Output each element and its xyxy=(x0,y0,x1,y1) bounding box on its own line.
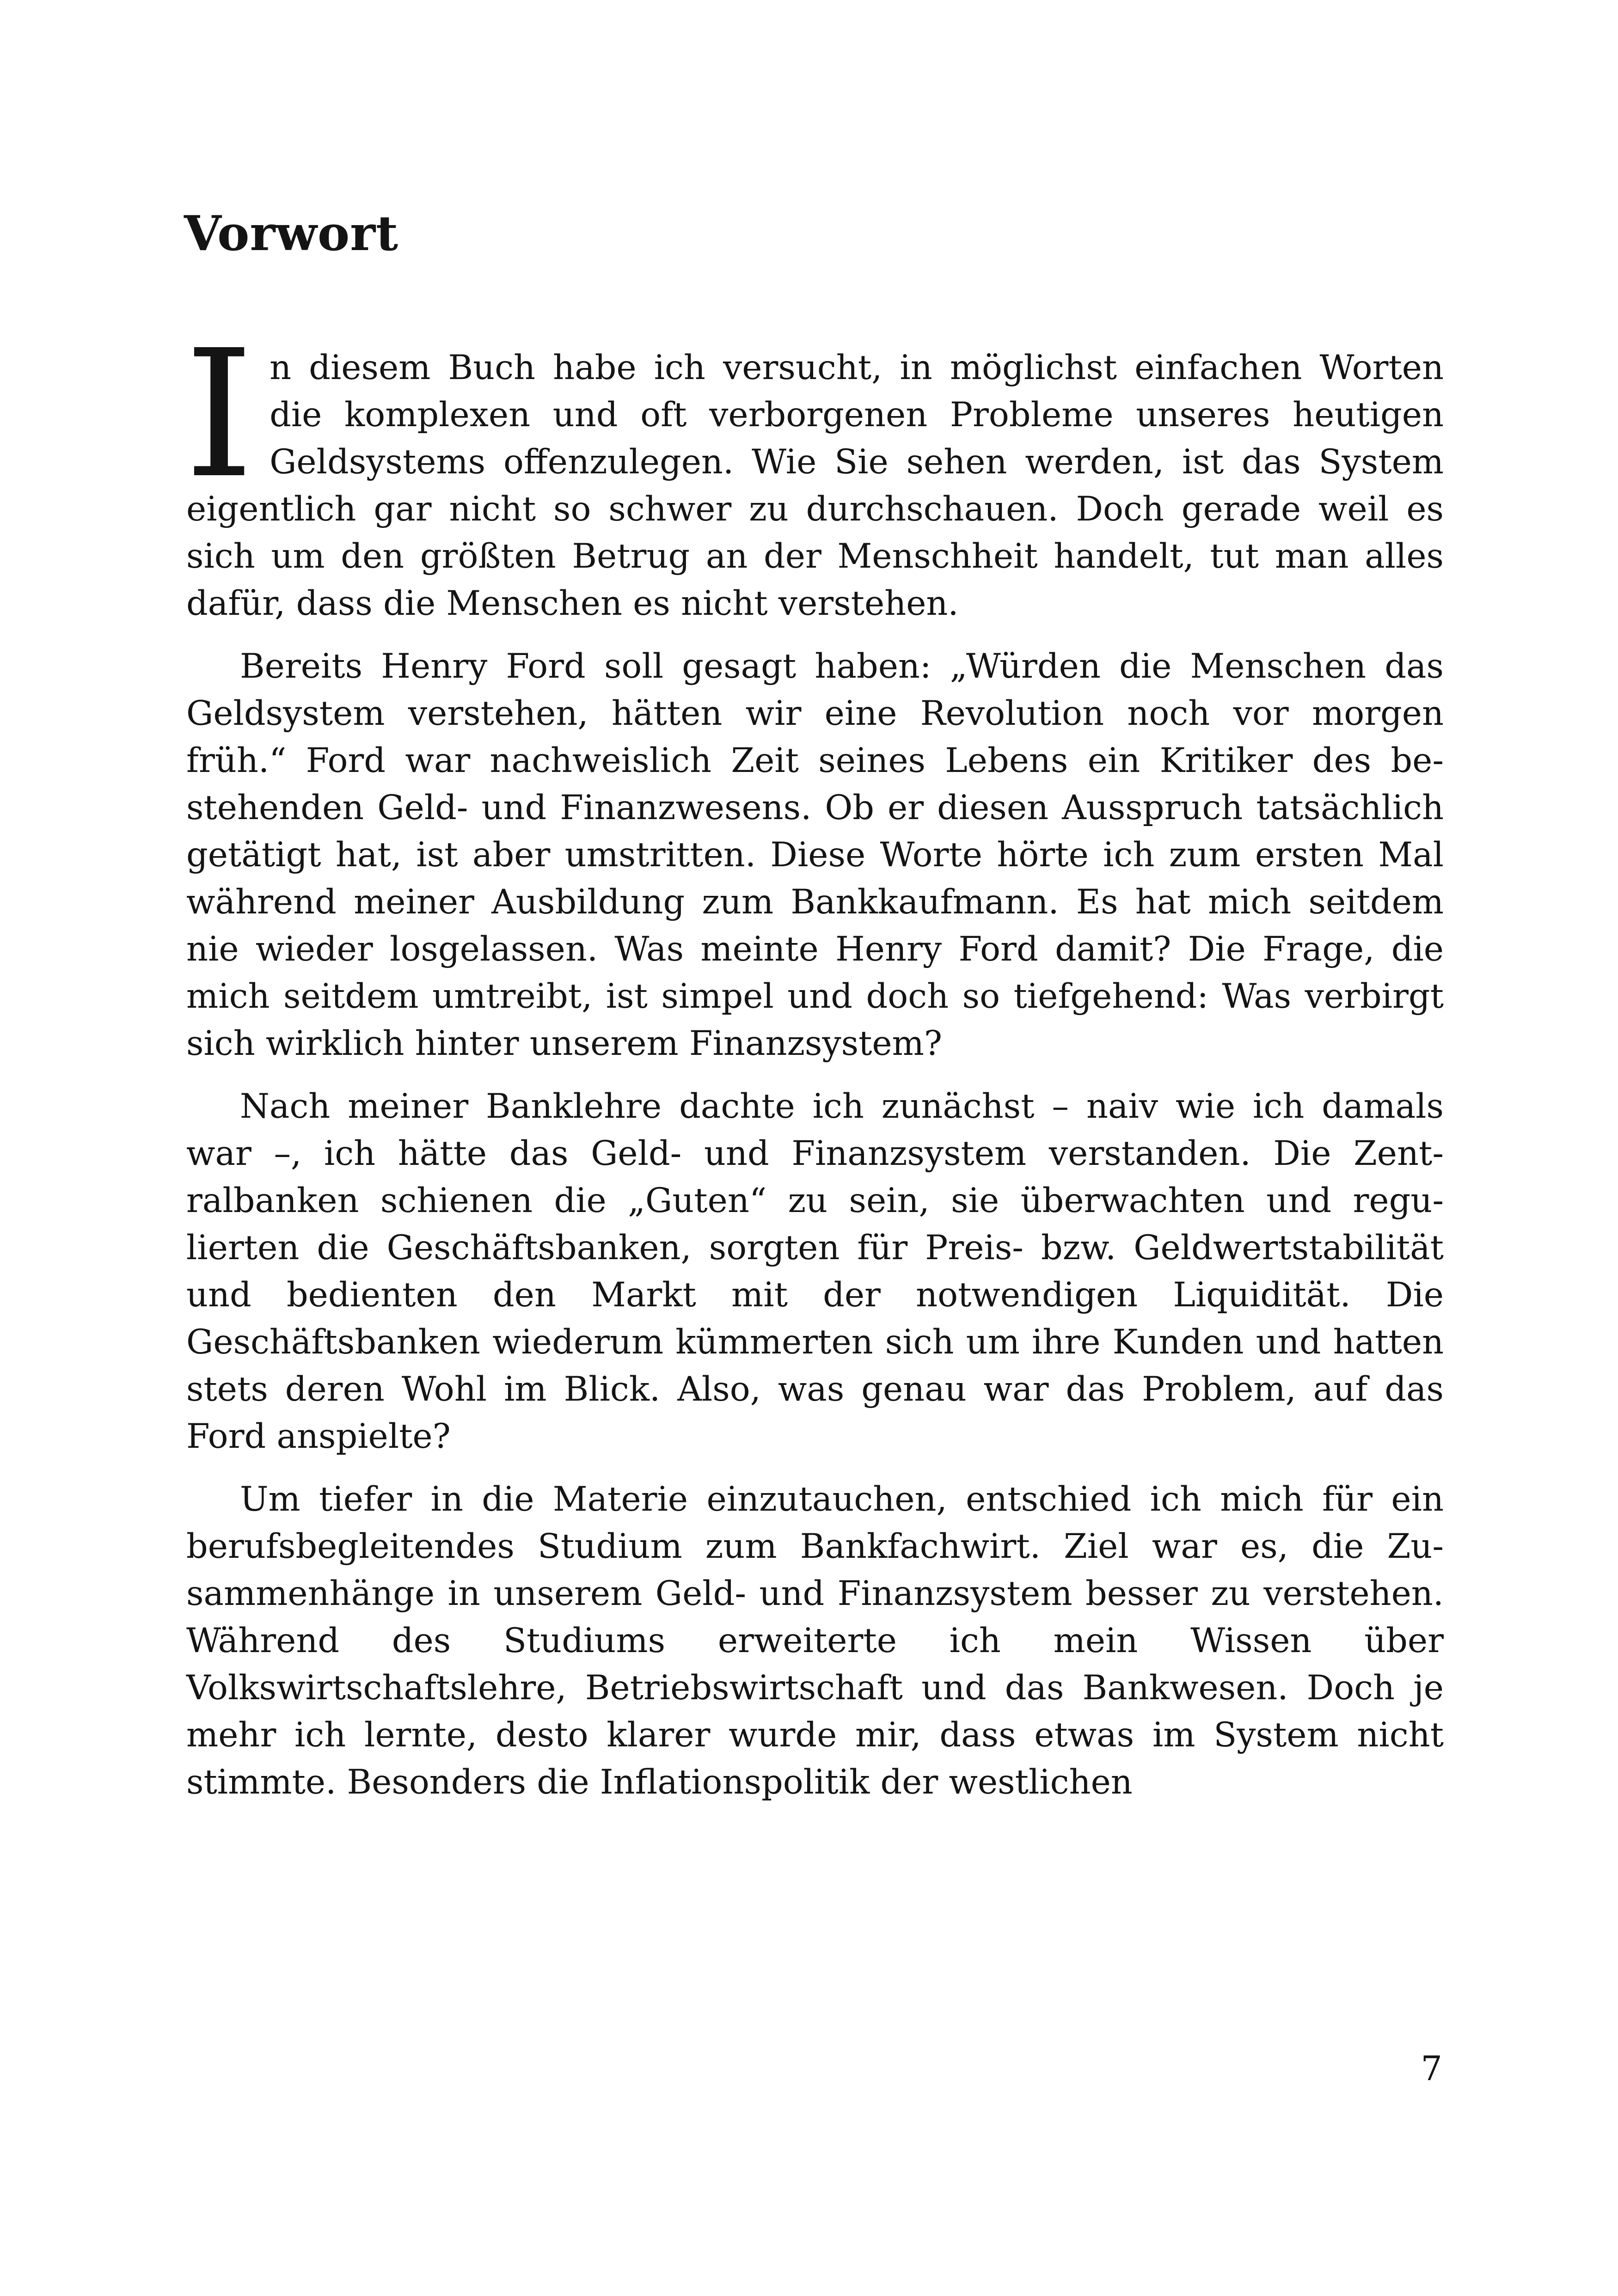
paragraph-3: Nach meiner Banklehre dachte ich zunächst – naiv wie ich damals war –, ich hätte das Geld- und Finanzsystem verstanden. Die Zentralbanken schienen die „Guten“ zu sein, sie überwachten und regulierten die Geschäftsbanken, sorgten für Preis- bzw. Geldwertstabilität und bedienten den Markt mit der notwendigen Liquidität. Die Geschäftsbanken wiederum kümmerten sich um ihre Kunden und hatten stets deren Wohl im Blick. Also, was genau war das Problem, auf das Ford anspielte? xyxy=(186,1087,1444,1456)
paragraph-1-text: n diesem Buch habe ich versucht, in möglichst einfachen Worten die komplexen und oft verborgenen Probleme unseres heutigen Geldsystems offenzulegen. Wie Sie sehen werden, ist das System eigentlich gar nicht so schwer zu durchschauen. Doch gerade weil es sich um den größten Betrug an der Menschheit handelt, tut man alles dafür, dass die Menschen es nicht verstehen. xyxy=(186,348,1444,623)
paragraph-2: Bereits Henry Ford soll gesagt haben: „Würden die Menschen das Geldsystem verstehen, hätten wir eine Revolution noch vor morgen früh.“ Ford war nachweislich Zeit seines Lebens ein Kritiker des bestehenden Geld- und Finanzwesens. Ob er diesen Ausspruch tatsächlich getätigt hat, ist aber umstritten. Diese Worte hörte ich zum ersten Mal während meiner Ausbildung zum Bankkaufmann. Es hat mich seitdem nie wieder losgelassen. Was meinte Henry Ford damit? Die Frage, die mich seitdem umtreibt, ist simpel und doch so tiefgehend: Was verbirgt sich wirklich hinter unserem Finanzsystem? xyxy=(186,647,1444,1063)
paragraph-4: Um tiefer in die Materie einzutauchen, entschied ich mich für ein berufsbegleitendes Studium zum Bankfachwirt. Ziel war es, die Zusammenhänge in unserem Geld- und Finanzsystem besser zu verstehen. Während des Studiums erweiterte ich mein Wissen über Volkswirtschaftslehre, Betriebswirtschaft und das Bankwesen. Doch je mehr ich lernte, desto klarer wurde mir, dass etwas im System nicht stimmte. Besonders die Inflationspolitik der westlichen xyxy=(186,1480,1444,1802)
body-text xyxy=(184,312,1444,1806)
chapter-title: Vorwort xyxy=(184,205,399,262)
page-number: 7 xyxy=(1421,2049,1442,2088)
paragraph-1 xyxy=(184,312,1444,627)
drop-cap: I xyxy=(184,312,254,517)
